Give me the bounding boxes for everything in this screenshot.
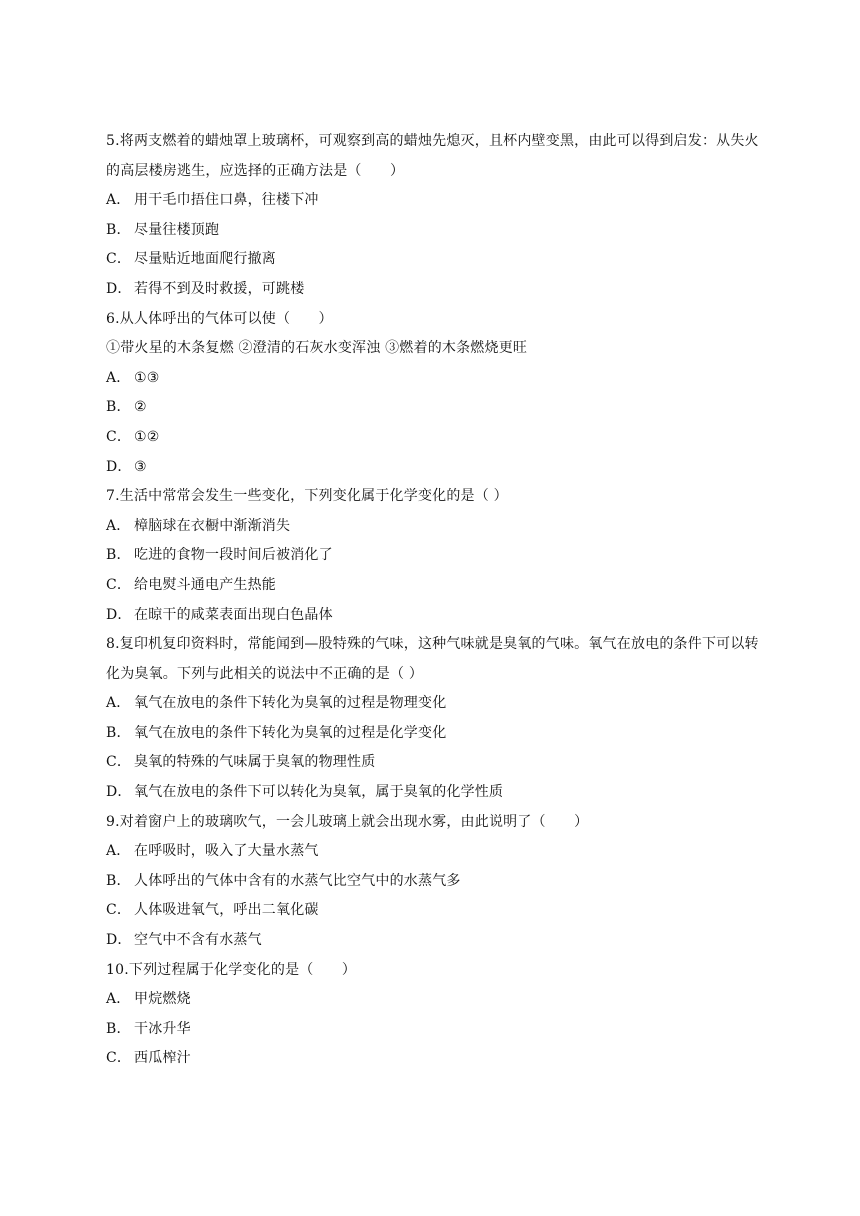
option-b xyxy=(106,393,766,423)
option-text: 给电熨斗通电产生热能 xyxy=(134,576,276,593)
option-text: 在呼吸时，吸入了大量水蒸气 xyxy=(134,843,319,860)
option-text: 氧气在放电的条件下转化为臭氧的过程是物理变化 xyxy=(134,695,447,712)
option-text: ①② xyxy=(134,428,160,445)
option-d xyxy=(106,275,766,305)
option-text: 臭氧的特殊的气味属于臭氧的物理性质 xyxy=(134,754,376,771)
option-d xyxy=(106,601,766,631)
option-letter: A． xyxy=(106,991,131,1008)
option-text: 氧气在放电的条件下可以转化为臭氧，属于臭氧的化学性质 xyxy=(134,784,504,801)
question-list xyxy=(106,127,766,1074)
question-7 xyxy=(106,482,766,630)
option-text: 干冰升华 xyxy=(134,1020,191,1037)
question-stem: 5.将两支燃着的蜡烛罩上玻璃杯，可观察到高的蜡烛先熄灭，且杯内壁变黑，由此可以得到启发：从失火的高层楼房逃生，应选择的正确方法是（ ） xyxy=(106,133,759,179)
option-a xyxy=(106,689,766,719)
option-text: 人体呼出的气体中含有的水蒸气比空气中的水蒸气多 xyxy=(134,872,461,889)
option-a xyxy=(106,186,766,216)
option-b xyxy=(106,1015,766,1045)
option-c xyxy=(106,748,766,778)
option-b xyxy=(106,541,766,571)
option-text: 用干毛巾捂住口鼻，往楼下冲 xyxy=(134,192,319,209)
option-letter: D． xyxy=(106,784,132,801)
option-text: 吃进的食物一段时间后被消化了 xyxy=(134,547,333,564)
option-letter: C． xyxy=(106,251,132,268)
question-10 xyxy=(106,956,766,1074)
option-text: 尽量贴近地面爬行撤离 xyxy=(134,251,276,268)
question-8 xyxy=(106,630,766,808)
option-c xyxy=(106,896,766,926)
option-text: 樟脑球在衣橱中渐渐消失 xyxy=(134,517,291,534)
option-text: ② xyxy=(134,399,147,416)
question-stem: 9.对着窗户上的玻璃吹气，一会儿玻璃上就会出现水雾，由此说明了（ ） xyxy=(106,813,589,830)
option-letter: A． xyxy=(106,369,131,386)
question-stem: 7.生活中常常会发生一些变化，下列变化属于化学变化的是（ ） xyxy=(106,488,508,505)
option-a xyxy=(106,364,766,394)
option-text: 甲烷燃烧 xyxy=(134,991,191,1008)
option-c xyxy=(106,571,766,601)
option-letter: B． xyxy=(106,547,131,564)
option-letter: D． xyxy=(106,458,132,475)
option-a xyxy=(106,985,766,1015)
option-letter: C． xyxy=(106,428,132,445)
option-letter: B． xyxy=(106,872,131,889)
option-d xyxy=(106,778,766,808)
option-text: 尽量往楼顶跑 xyxy=(134,221,220,238)
option-letter: A． xyxy=(106,192,131,209)
option-text: ③ xyxy=(134,458,147,475)
option-text: ①③ xyxy=(134,369,160,386)
option-letter: C． xyxy=(106,754,132,771)
question-stem: 8.复印机复印资料时，常能闻到—股特殊的气味，这种气味就是臭氧的气味。氧气在放电的条件下可以转化为臭氧。下列与此相关的说法中不正确的是（ ） xyxy=(106,636,759,682)
question-5 xyxy=(106,127,766,305)
option-letter: C． xyxy=(106,902,132,919)
option-c xyxy=(106,423,766,453)
option-letter: A． xyxy=(106,517,131,534)
option-text: 在晾干的咸菜表面出现白色晶体 xyxy=(134,606,333,623)
option-c xyxy=(106,245,766,275)
option-letter: B． xyxy=(106,399,131,416)
option-b xyxy=(106,719,766,749)
option-d xyxy=(106,453,766,483)
question-9 xyxy=(106,808,766,956)
question-6 xyxy=(106,305,766,483)
option-b xyxy=(106,216,766,246)
option-letter: D． xyxy=(106,606,132,623)
question-statements: ①带火星的木条复燃 ②澄清的石灰水变浑浊 ③燃着的木条燃烧更旺 xyxy=(106,340,528,357)
option-letter: B． xyxy=(106,724,131,741)
option-letter: B． xyxy=(106,1020,131,1037)
option-letter: A． xyxy=(106,843,131,860)
option-letter: B． xyxy=(106,221,131,238)
option-text: 若得不到及时救援，可跳楼 xyxy=(134,280,305,297)
option-c xyxy=(106,1044,766,1074)
option-letter: A． xyxy=(106,695,131,712)
option-letter: D． xyxy=(106,932,132,949)
option-text: 人体吸进氧气，呼出二氧化碳 xyxy=(134,902,319,919)
option-text: 西瓜榨汁 xyxy=(134,1050,191,1067)
option-text: 氧气在放电的条件下转化为臭氧的过程是化学变化 xyxy=(134,724,447,741)
question-stem: 10.下列过程属于化学变化的是（ ） xyxy=(106,961,357,978)
option-d xyxy=(106,926,766,956)
option-letter: C． xyxy=(106,1050,132,1067)
option-a xyxy=(106,837,766,867)
option-b xyxy=(106,867,766,897)
question-stem: 6.从人体呼出的气体可以使（ ） xyxy=(106,310,333,327)
option-text: 空气中不含有水蒸气 xyxy=(134,932,262,949)
option-letter: C． xyxy=(106,576,132,593)
option-a xyxy=(106,512,766,542)
option-letter: D． xyxy=(106,280,132,297)
